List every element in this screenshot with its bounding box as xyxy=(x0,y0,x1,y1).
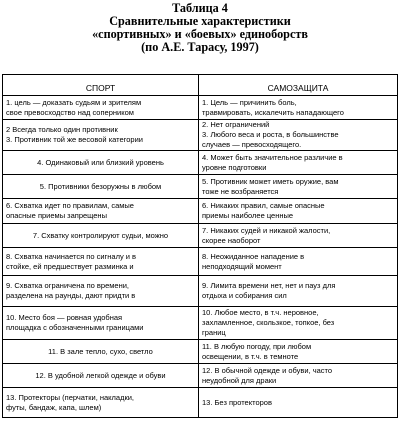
table-row xyxy=(3,388,398,418)
self-defense-cell: 10. Любое место, в т.ч. неровное, захламленное, скользкое, топкое, без границ xyxy=(199,307,398,340)
sport-cell: 10. Место боя — ровная удобная площадка с обозначенными границами xyxy=(3,307,199,340)
self-defense-cell: 5. Противник может иметь оружие, вам тоже не возбраняется xyxy=(199,175,398,199)
sport-cell: 8. Схватка начинается по сигналу и в стойке, ей предшествует разминка и xyxy=(3,248,199,276)
table-row xyxy=(3,175,398,199)
table-row xyxy=(3,340,398,364)
table-subtitle: «спортивных» и «боевых» единоборств xyxy=(92,27,308,41)
self-defense-cell: 7. Никаких судей и никакой жалости, скорее наоборот xyxy=(199,224,398,248)
self-defense-cell: 6. Никаких правил, самые опасные приемы наиболее ценные xyxy=(199,199,398,224)
sport-cell: 11. В зале тепло, сухо, светло xyxy=(3,340,199,364)
self-defense-cell: 4. Может быть значительное различие в уровне подготовки xyxy=(199,151,398,175)
table-caption xyxy=(0,2,400,54)
table-source: (по А.Е. Тарасу, 1997) xyxy=(141,40,259,54)
table-row xyxy=(3,151,398,175)
sport-cell: 13. Протекторы (перчатки, накладки, футы, бандаж, капа, шлем) xyxy=(3,388,199,418)
comparison-table xyxy=(2,74,398,418)
sport-cell: 2 Всегда только один противник 3. Противник той же весовой категории xyxy=(3,120,199,151)
self-defense-cell: 12. В обычной одежде и обуви, часто неудобной для драки xyxy=(199,364,398,388)
column-header-sport: СПОРТ xyxy=(3,75,199,96)
self-defense-cell: 1. Цель — причинить боль, травмировать, искалечить нападающего xyxy=(199,96,398,120)
table-title: Сравнительные характеристики xyxy=(109,14,291,28)
sport-cell: 7. Схватку контролируют судьи, можно xyxy=(3,224,199,248)
table-row xyxy=(3,364,398,388)
table-number: Таблица 4 xyxy=(172,1,228,15)
self-defense-cell: 9. Лимита времени нет, нет и пауз для отдыха и собирания сил xyxy=(199,276,398,307)
sport-cell: 1. цель — доказать судьям и зрителям свое превосходство над соперником xyxy=(3,96,199,120)
sport-cell: 6. Схватка идет по правилам, самые опасные приемы запрещены xyxy=(3,199,199,224)
sport-cell: 5. Противники безоружны в любом xyxy=(3,175,199,199)
column-header-self-defense: САМОЗАЩИТА xyxy=(199,75,398,96)
self-defense-cell: 13. Без протекторов xyxy=(199,388,398,418)
sport-cell: 9. Схватка ограничена по времени, разделена на раунды, дают придти в xyxy=(3,276,199,307)
self-defense-cell: 2. Нет ограничений 3. Любого веса и роста, в большинстве случаев — превосходящего. xyxy=(199,120,398,151)
sport-cell: 12. В удобной легкой одежде и обуви xyxy=(3,364,199,388)
table-row xyxy=(3,96,398,120)
sport-cell: 4. Одинаковый или близкий уровень xyxy=(3,151,199,175)
self-defense-cell: 11. В любую погоду, при любом освещении, в т.ч. в темноте xyxy=(199,340,398,364)
table-row xyxy=(3,307,398,340)
table-row xyxy=(3,248,398,276)
table-header-row xyxy=(3,75,398,96)
self-defense-cell: 8. Неожиданное нападение в неподходящий момент xyxy=(199,248,398,276)
table-row xyxy=(3,120,398,151)
table-row xyxy=(3,276,398,307)
table-row xyxy=(3,224,398,248)
table-row xyxy=(3,199,398,224)
